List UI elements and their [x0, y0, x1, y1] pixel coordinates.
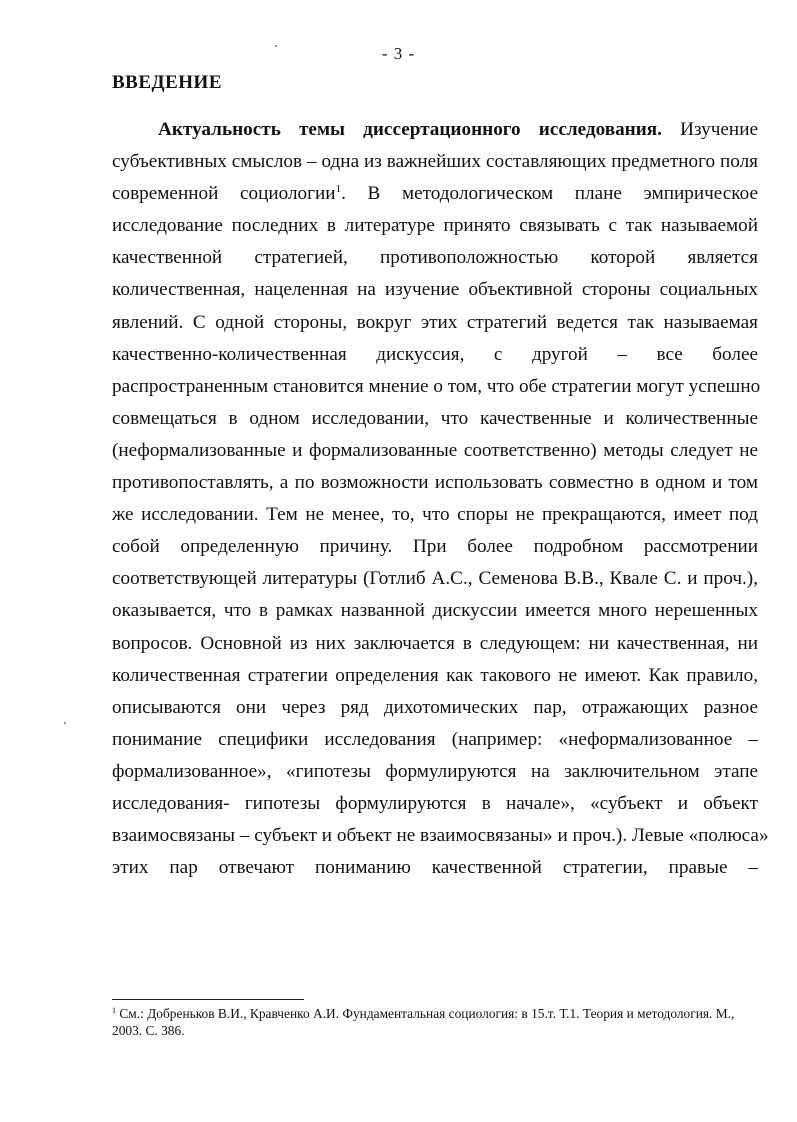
- body-line: (неформализованные и формализованные соответственно) методы следует не: [112, 439, 758, 461]
- body-line-text: Изучение: [661, 119, 758, 140]
- body-line: исследования- гипотезы формулируются в начале», «субъект и объект: [112, 792, 758, 814]
- body-line: количественная стратегии определения как такового не имеют. Как правило,: [112, 664, 758, 686]
- body-line: формализованное», «гипотезы формулируются на заключительном этапе: [112, 760, 758, 782]
- body-line: явлений. С одной стороны, вокруг этих стратегий ведется так называемая: [112, 311, 758, 333]
- body-line: соответствующей литературы (Готлиб А.С., Семенова В.В., Квале С. и проч.),: [112, 568, 758, 590]
- scan-speck: [64, 722, 66, 724]
- body-line: этих пар отвечают пониманию качественной стратегии, правые –: [112, 857, 758, 879]
- body-line: [112, 178, 758, 210]
- body-line: вопросов. Основной из них заключается в следующем: ни качественная, ни: [112, 632, 758, 654]
- page-number: - 3 -: [381, 44, 416, 63]
- scan-speck: [275, 45, 277, 47]
- section-heading: ВВЕДЕНИЕ: [112, 72, 222, 93]
- body-paragraph: [112, 114, 769, 884]
- footnote-line: 2003. С. 386.: [112, 1023, 185, 1038]
- body-line: совмещаться в одном исследовании, что качественные и количественные: [112, 407, 758, 429]
- body-line: количественная, нацеленная на изучение объективной стороны социальных: [112, 279, 758, 301]
- body-line: же исследовании. Тем не менее, то, что споры не прекращаются, имеет под: [112, 504, 758, 526]
- body-line: качественно-количественная дискуссия, с другой – все более: [112, 343, 758, 365]
- footnote-reference[interactable]: 1: [335, 183, 342, 196]
- body-line: противопоставлять, а по возможности использовать совместно в одном и том: [112, 472, 758, 494]
- body-line: [112, 114, 758, 146]
- body-line: оказывается, что в рамках названной дискуссии имеется много нерешенных: [112, 600, 758, 622]
- footnote-separator: [112, 999, 304, 1000]
- topic-relevance-lead: Актуальность темы диссертационного исследования.: [158, 119, 662, 140]
- body-line: качественной стратегией, противоположностью которой является: [112, 247, 758, 269]
- footnote-text: См.: Добреньков В.И., Кравченко А.И. Фундаментальная социология: в 15.т. Т.1. Теория и методология. М.,: [116, 1006, 735, 1021]
- footnote-marker: 1: [112, 1006, 116, 1015]
- body-line: описываются они через ряд дихотомических пар, отражающих разное: [112, 696, 758, 718]
- body-line: субъективных смыслов – одна из важнейших составляющих предметного поля: [112, 151, 758, 173]
- body-line: распространенным становится мнение о том, что обе стратегии могут успешно: [112, 375, 761, 397]
- footnote: [112, 1005, 758, 1039]
- body-line: исследование последних в литературе принято связывать с так называемой: [112, 215, 758, 237]
- body-line: взаимосвязаны – субъект и объект не взаимосвязаны» и проч.). Левые «полюса»: [112, 825, 769, 847]
- body-line: собой определенную причину. При более подробном рассмотрении: [112, 536, 758, 558]
- body-line-text: . В методологическом плане эмпирическое: [341, 183, 758, 205]
- footnote-line: [112, 1005, 758, 1022]
- body-line: понимание специфики исследования (например: «неформализованное –: [112, 728, 758, 750]
- body-line-text: современной социологии: [112, 183, 336, 205]
